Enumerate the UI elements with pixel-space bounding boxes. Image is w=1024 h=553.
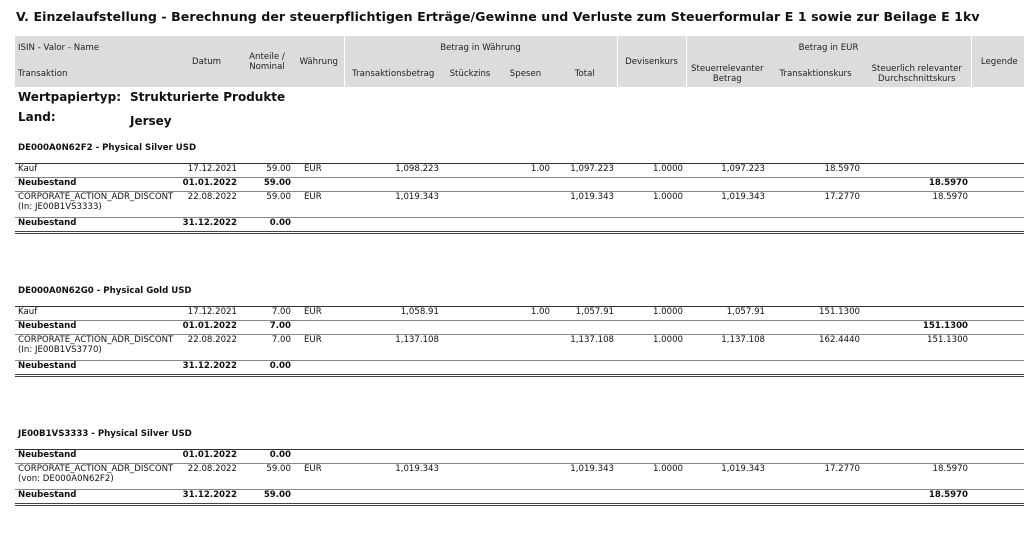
cell-tb [344, 450, 442, 464]
cell-datum: 31.12.2022 [173, 361, 240, 376]
cell-stz [442, 361, 498, 376]
table-row [15, 164, 1024, 178]
cell-stz [442, 450, 498, 464]
cell-tb: 1,019.343 [344, 464, 442, 490]
table-row [15, 321, 1024, 335]
table-row [15, 307, 1024, 321]
transaktion-name: CORPORATE_ACTION_ADR_DISCONT [18, 464, 174, 474]
cell-anteile: 59.00 [240, 178, 294, 192]
cell-spesen [498, 321, 553, 335]
transaktion-name: Neubestand [18, 490, 77, 500]
cell-whg: EUR [294, 464, 344, 490]
col-transaktionsbetrag: Transaktionsbetrag [344, 60, 442, 87]
cell-whg: EUR [294, 192, 344, 218]
cell-steuer [686, 321, 768, 335]
cell-total: 1,019.343 [553, 192, 617, 218]
cell-steuer: 1,057.91 [686, 307, 768, 321]
col-spesen: Spesen [498, 60, 553, 87]
col-anteile: Anteile / Nominal [240, 36, 294, 87]
cell-dk [863, 218, 971, 233]
cell-stz [442, 192, 498, 218]
col-devisenkurs: Devisenkurs [617, 36, 686, 87]
cell-leg [971, 450, 1024, 464]
transaktion-reference: (In: JE00B1VS3770) [18, 345, 102, 355]
wertpapiertyp-value: Strukturierte Produkte [130, 90, 286, 104]
cell-whg [294, 218, 344, 233]
wertpapiertyp-row [15, 87, 1024, 107]
cell-stz [442, 335, 498, 361]
cell-tk: 18.5970 [768, 164, 863, 178]
section-heading: DE000A0N62F2 - Physical Silver USD [18, 143, 197, 153]
cell-steuer [686, 450, 768, 464]
cell-tk: 162.4440 [768, 335, 863, 361]
cell-dk: 18.5970 [863, 178, 971, 192]
table-row [15, 178, 1024, 192]
cell-steuer [686, 361, 768, 376]
cell-whg [294, 321, 344, 335]
col-stueckzins: Stückzins [442, 60, 498, 87]
transaktion-reference: (von: DE000A0N62F2) [18, 474, 114, 484]
col-datum: Datum [173, 36, 240, 87]
section-spacer [15, 441, 1024, 450]
cell-tk: 17.2770 [768, 192, 863, 218]
cell-tk: 17.2770 [768, 464, 863, 490]
cell-dev: 1.0000 [617, 192, 686, 218]
col-transaktion: Transaktion [15, 60, 173, 87]
col-legende: Legende [971, 36, 1024, 87]
col-total: Total [553, 60, 617, 87]
transaktion-name: Neubestand [18, 178, 77, 188]
table-header [15, 36, 1024, 87]
cell-total: 1,137.108 [553, 335, 617, 361]
col-isin: ISIN - Valor - Name [15, 36, 173, 60]
cell-spesen [498, 178, 553, 192]
cell-leg [971, 218, 1024, 233]
transaktion-name: Kauf [18, 164, 38, 174]
cell-dk: 151.1300 [863, 335, 971, 361]
cell-datum: 31.12.2022 [173, 218, 240, 233]
section-heading-row [15, 284, 1024, 298]
table-row [15, 192, 1024, 218]
cell-dk [863, 361, 971, 376]
cell-anteile: 0.00 [240, 361, 294, 376]
cell-tb: 1,098.223 [344, 164, 442, 178]
cell-dk: 18.5970 [863, 490, 971, 505]
cell-stz [442, 307, 498, 321]
cell-leg [971, 464, 1024, 490]
cell-steuer [686, 490, 768, 505]
cell-datum: 17.12.2021 [173, 164, 240, 178]
table-row [15, 361, 1024, 376]
transaktion-reference: (In: JE00B1VS3333) [18, 202, 102, 212]
cell-leg [971, 361, 1024, 376]
cell-anteile: 0.00 [240, 218, 294, 233]
cell-tk [768, 321, 863, 335]
cell-datum: 22.08.2022 [173, 192, 240, 218]
cell-transaktion [15, 178, 173, 192]
col-steuerrelevant: Steuerrelevanter Betrag [686, 60, 768, 87]
cell-steuer [686, 218, 768, 233]
cell-dev [617, 218, 686, 233]
cell-leg [971, 178, 1024, 192]
transactions-table [15, 36, 1024, 506]
cell-spesen [498, 192, 553, 218]
transaktion-name: Neubestand [18, 218, 77, 228]
cell-total [553, 321, 617, 335]
cell-leg [971, 321, 1024, 335]
cell-anteile: 59.00 [240, 490, 294, 505]
cell-anteile: 7.00 [240, 335, 294, 361]
transaktion-name: Neubestand [18, 321, 77, 331]
cell-steuer: 1,019.343 [686, 464, 768, 490]
cell-transaktion [15, 164, 173, 178]
cell-tb [344, 178, 442, 192]
col-transaktionskurs: Transaktionskurs [768, 60, 863, 87]
cell-tb [344, 490, 442, 505]
cell-spesen: 1.00 [498, 164, 553, 178]
cell-dev [617, 321, 686, 335]
cell-dk: 151.1300 [863, 321, 971, 335]
cell-stz [442, 321, 498, 335]
cell-transaktion [15, 335, 173, 361]
table-row [15, 464, 1024, 490]
cell-datum: 31.12.2022 [173, 490, 240, 505]
cell-whg: EUR [294, 335, 344, 361]
cell-transaktion [15, 490, 173, 505]
cell-stz [442, 164, 498, 178]
cell-anteile: 7.00 [240, 307, 294, 321]
section-heading: DE000A0N62G0 - Physical Gold USD [18, 286, 192, 296]
land-row [15, 107, 1024, 127]
cell-stz [442, 218, 498, 233]
cell-leg [971, 164, 1024, 178]
transaktion-name: CORPORATE_ACTION_ADR_DISCONT [18, 335, 174, 345]
cell-dev [617, 178, 686, 192]
cell-anteile: 59.00 [240, 192, 294, 218]
cell-datum: 22.08.2022 [173, 335, 240, 361]
cell-dev: 1.0000 [617, 464, 686, 490]
cell-transaktion [15, 192, 173, 218]
cell-datum: 22.08.2022 [173, 464, 240, 490]
cell-dev [617, 361, 686, 376]
cell-tk [768, 490, 863, 505]
cell-tk [768, 450, 863, 464]
cell-total: 1,057.91 [553, 307, 617, 321]
cell-dk [863, 450, 971, 464]
cell-datum: 17.12.2021 [173, 307, 240, 321]
cell-tb [344, 361, 442, 376]
cell-spesen [498, 450, 553, 464]
cell-stz [442, 464, 498, 490]
cell-leg [971, 307, 1024, 321]
cell-tb: 1,137.108 [344, 335, 442, 361]
cell-tb [344, 218, 442, 233]
cell-transaktion [15, 450, 173, 464]
cell-steuer: 1,097.223 [686, 164, 768, 178]
cell-spesen [498, 490, 553, 505]
col-durchschnittskurs: Steuerlich relevanter Durchschnittskurs [863, 60, 971, 87]
section-heading-row [15, 427, 1024, 441]
cell-total [553, 361, 617, 376]
cell-total [553, 178, 617, 192]
cell-whg [294, 450, 344, 464]
cell-tk [768, 178, 863, 192]
wertpapiertyp-label: Wertpapiertyp: [18, 90, 121, 104]
cell-spesen [498, 464, 553, 490]
group-betrag-eur: Betrag in EUR [686, 36, 971, 60]
transaktion-name: Neubestand [18, 361, 77, 371]
cell-spesen [498, 335, 553, 361]
cell-transaktion [15, 307, 173, 321]
table-row [15, 335, 1024, 361]
land-label: Land: [18, 110, 56, 124]
section-heading-row [15, 141, 1024, 155]
cell-whg: EUR [294, 164, 344, 178]
cell-total [553, 218, 617, 233]
cell-steuer [686, 178, 768, 192]
cell-leg [971, 490, 1024, 505]
col-waehrung: Währung [294, 36, 344, 87]
cell-stz [442, 490, 498, 505]
cell-dev: 1.0000 [617, 164, 686, 178]
cell-total: 1,097.223 [553, 164, 617, 178]
cell-dk: 18.5970 [863, 192, 971, 218]
cell-steuer: 1,019.343 [686, 192, 768, 218]
table-row [15, 490, 1024, 505]
cell-anteile: 59.00 [240, 464, 294, 490]
cell-tb [344, 321, 442, 335]
cell-transaktion [15, 361, 173, 376]
cell-spesen [498, 218, 553, 233]
cell-tk [768, 218, 863, 233]
cell-tb: 1,058.91 [344, 307, 442, 321]
cell-dev [617, 490, 686, 505]
cell-leg [971, 192, 1024, 218]
cell-whg [294, 178, 344, 192]
cell-leg [971, 335, 1024, 361]
cell-dev: 1.0000 [617, 335, 686, 361]
table-row [15, 218, 1024, 233]
cell-stz [442, 178, 498, 192]
cell-tk: 151.1300 [768, 307, 863, 321]
transaktion-name: Kauf [18, 307, 38, 317]
cell-dev: 1.0000 [617, 307, 686, 321]
cell-transaktion [15, 321, 173, 335]
section-spacer [15, 376, 1024, 428]
section-spacer [15, 298, 1024, 307]
cell-total: 1,019.343 [553, 464, 617, 490]
section-spacer [15, 127, 1024, 141]
cell-spesen: 1.00 [498, 307, 553, 321]
cell-whg [294, 361, 344, 376]
cell-datum: 01.01.2022 [173, 321, 240, 335]
cell-dk [863, 307, 971, 321]
cell-dk [863, 164, 971, 178]
page-title: V. Einzelaufstellung - Berechnung der steuerpflichtigen Erträge/Gewinne und Verluste zum Steuerformular E 1 sowie zur Beilage E 1kv [16, 9, 980, 24]
cell-whg [294, 490, 344, 505]
land-value: Jersey [130, 114, 172, 128]
cell-total [553, 450, 617, 464]
cell-tb: 1,019.343 [344, 192, 442, 218]
group-betrag-waehrung: Betrag in Währung [344, 36, 617, 60]
cell-datum: 01.01.2022 [173, 178, 240, 192]
cell-transaktion [15, 464, 173, 490]
table-row [15, 450, 1024, 464]
cell-anteile: 7.00 [240, 321, 294, 335]
cell-dev [617, 450, 686, 464]
cell-spesen [498, 361, 553, 376]
section-spacer [15, 233, 1024, 285]
section-heading: JE00B1VS3333 - Physical Silver USD [18, 429, 192, 439]
transaktion-name: CORPORATE_ACTION_ADR_DISCONT [18, 192, 174, 202]
cell-anteile: 59.00 [240, 164, 294, 178]
cell-anteile: 0.00 [240, 450, 294, 464]
transaktion-name: Neubestand [18, 450, 77, 460]
cell-transaktion [15, 218, 173, 233]
cell-total [553, 490, 617, 505]
section-spacer [15, 155, 1024, 164]
cell-tk [768, 361, 863, 376]
cell-steuer: 1,137.108 [686, 335, 768, 361]
cell-whg: EUR [294, 307, 344, 321]
cell-datum: 01.01.2022 [173, 450, 240, 464]
cell-dk: 18.5970 [863, 464, 971, 490]
